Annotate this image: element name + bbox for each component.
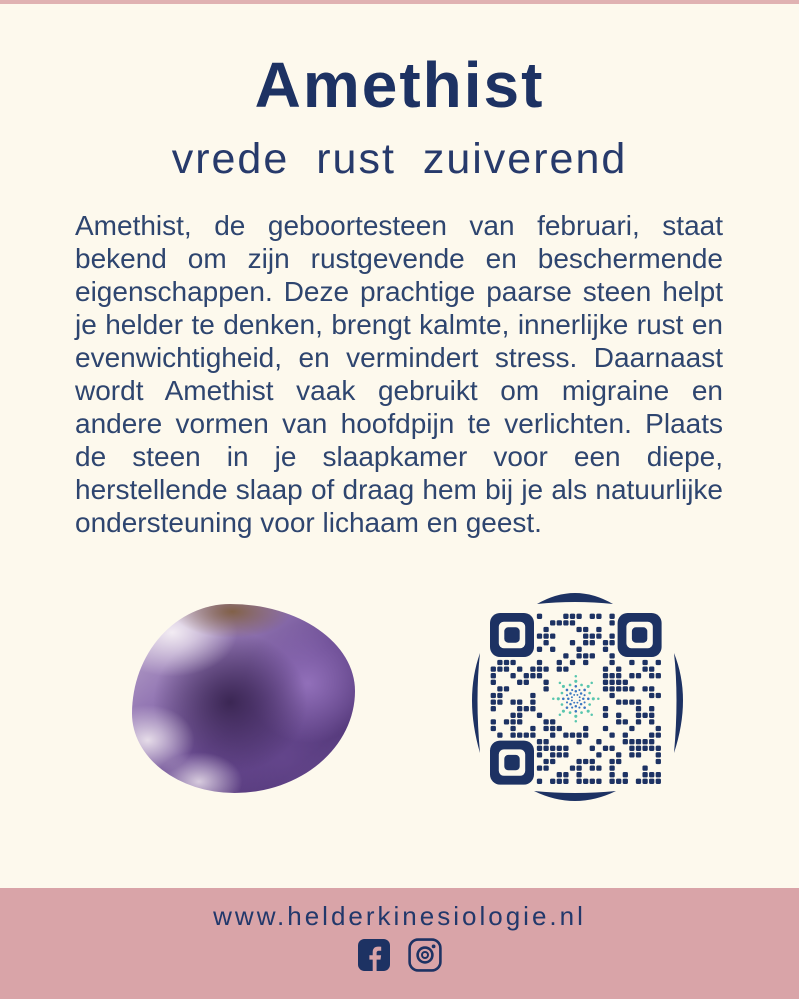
amethyst-stone-image — [132, 604, 355, 793]
instagram-icon[interactable] — [408, 938, 442, 972]
paragraph-line: evenwichtigheid, en vermindert stress. Daarnaast — [75, 342, 723, 373]
top-accent-strip — [0, 0, 799, 4]
paragraph-line: andere vormen van hoofdpijn te verlichten. Plaats — [75, 408, 723, 439]
paragraph-line: herstellende slaap of draag hem bij je als natuurlijke — [75, 474, 723, 505]
paragraph-line: de steen in je slaapkamer voor een diepe, — [75, 441, 723, 472]
description-paragraph — [75, 209, 723, 539]
paragraph-line: eigenschappen. Deze prachtige paarse steen helpt — [75, 276, 723, 307]
website-url[interactable]: www.helderkinesiologie.nl — [213, 901, 586, 931]
social-icons — [0, 938, 799, 972]
paragraph-line: ondersteuning voor lichaam en geest. — [75, 507, 542, 538]
paragraph-line: Amethist, de geboortesteen van februari, staat — [75, 210, 723, 241]
page-title: Amethist — [254, 49, 545, 121]
page-subtitle: vrede rust zuiverend — [171, 135, 628, 183]
qr-code — [462, 585, 692, 815]
footer-band — [0, 888, 799, 999]
facebook-icon[interactable] — [358, 939, 390, 971]
paragraph-line: bekend om zijn rustgevende en beschermende — [75, 243, 723, 274]
paragraph-line: wordt Amethist vaak gebruikt om migraine en — [75, 375, 723, 406]
paragraph-line: je helder te denken, brengt kalmte, innerlijke rust en — [75, 309, 723, 340]
